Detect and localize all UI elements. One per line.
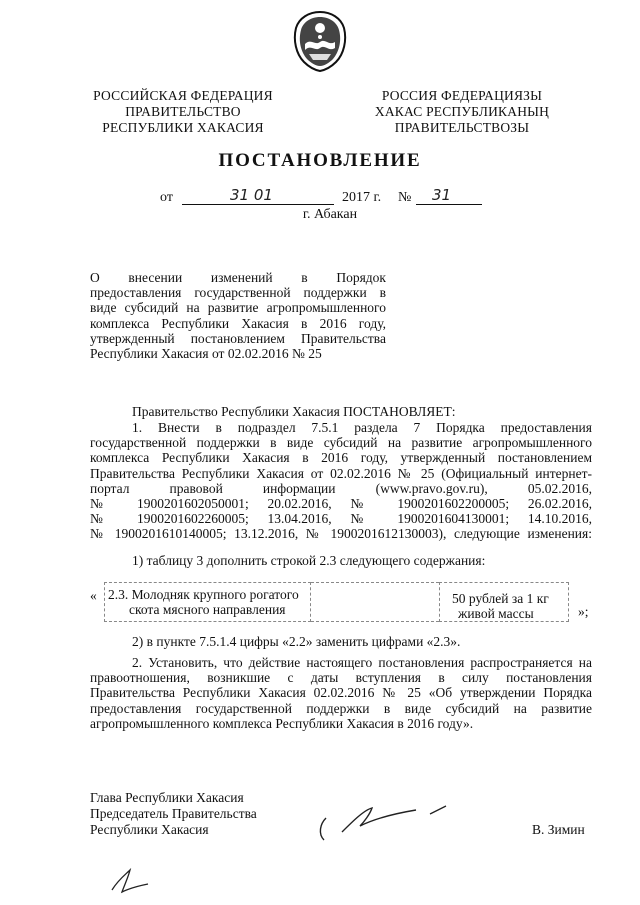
- header-left-line-1: РОССИЙСКАЯ ФЕДЕРАЦИЯ: [93, 88, 273, 103]
- paragraph-1: [90, 420, 592, 542]
- paragraph-2: [90, 655, 592, 731]
- table-cell-rate: [439, 582, 569, 622]
- subject-line: предоставления государственной поддержки в: [90, 285, 386, 301]
- paragraph-1-line: № 1900201602260005; 13.04.2016, № 1900201604130001; 14.10.2016,: [90, 511, 592, 527]
- table-cell-name: [104, 582, 311, 622]
- table-cell-name-line: скота мясного направления: [129, 602, 286, 617]
- subject-line: комплекса Республики Хакасия в 2016 году,: [90, 315, 386, 331]
- header-right-line-1: РОССИЯ ФЕДЕРАЦИЯЗЫ: [381, 88, 543, 103]
- signatory-name: В. Зимин: [532, 822, 585, 837]
- coat-of-arms-emblem: [291, 10, 349, 72]
- date-from-label: от: [160, 190, 173, 205]
- decree-line: Правительство Республики Хакасия ПОСТАНОВЛЯЕТ:: [132, 404, 456, 419]
- number-label: №: [398, 190, 412, 205]
- item-2-line: 2) в пункте 7.5.1.4 цифры «2.2» заменить цифрами «2.3».: [132, 634, 461, 649]
- paragraph-1-line: Правительства Республики Хакасия от 02.02.2016 № 25 (Официальный интернет-: [90, 465, 592, 481]
- subject-line: Республики Хакасия от 02.02.2016 № 25: [90, 346, 322, 362]
- header-left-line-2: ПРАВИТЕЛЬСТВО: [125, 104, 241, 119]
- paragraph-1-line: комплекса Республики Хакасия в 2016 году, утвержденный постановлением: [90, 450, 592, 466]
- handwritten-number: 31: [432, 186, 452, 204]
- table-cell-name-line: 2.3. Молодняк крупного рогатого: [108, 587, 299, 602]
- handwritten-date: 31 01: [230, 186, 273, 204]
- signature-position-line: Республики Хакасия: [90, 822, 209, 837]
- header-left-block: [78, 88, 288, 136]
- item-1-wrap: [90, 553, 592, 568]
- table-cell-rate-line: 50 рублей за 1 кг: [452, 591, 549, 606]
- subject-block: [90, 270, 386, 361]
- header-left-line-3: РЕСПУБЛИКИ ХАКАСИЯ: [102, 120, 264, 135]
- paragraph-1-line: портал правовой информации (www.pravo.gov.ru), 05.02.2016,: [90, 480, 592, 496]
- table-cell-rate-line: живой массы: [458, 606, 534, 621]
- decree-line-wrap: [90, 404, 592, 419]
- paragraph-2-line: агропромышленного комплекса Республики Хакасия в 2016 году».: [90, 715, 474, 731]
- item-2-wrap: [90, 634, 592, 649]
- paragraph-1-line: 1. Внести в подраздел 7.5.1 раздела 7 Порядка предоставления: [132, 420, 592, 435]
- paragraph-1-line: государственной поддержки в виде субсидий на развитие агропромышленного: [90, 435, 592, 451]
- header-right-line-2: ХАКАС РЕСПУБЛИКАНЫҢ: [374, 104, 550, 119]
- paragraph-1-line: № 1900201602050001; 20.02.2016, № 1900201602200005; 26.02.2016,: [90, 496, 592, 512]
- subject-line: виде субсидий на развитие агропромышленного: [90, 300, 386, 316]
- handwritten-signature: [312, 800, 462, 845]
- header-right-line-3: ПРАВИТЕЛЬСТВОЗЫ: [394, 120, 530, 135]
- paragraph-2-line: Правительства Республики Хакасия 02.02.2016 № 25 «Об утверждении Порядка: [90, 685, 592, 701]
- year-text: 2017 г.: [342, 190, 382, 205]
- subject-line: О внесении изменений в Порядок: [90, 270, 386, 285]
- subject-line: утвержденный постановлением Правительства: [90, 330, 386, 346]
- inserted-table-row: [90, 582, 594, 626]
- paragraph-2-line: предоставления государственной поддержки в виде субсидий на развитие: [90, 700, 592, 716]
- header-right-block: [352, 88, 572, 136]
- table-cell-empty: [311, 582, 439, 622]
- signature-position-line: Глава Республики Хакасия: [90, 790, 244, 805]
- paragraph-1-line: № 1900201610140005; 13.12.2016, № 1900201612130003), следующие изменения:: [90, 526, 592, 542]
- handwritten-initials: [108, 866, 152, 896]
- document-title: ПОСТАНОВЛЕНИЕ: [218, 150, 422, 171]
- signature-position: [90, 790, 257, 838]
- table-close-quote: »;: [578, 604, 589, 619]
- paragraph-2-line: правоотношения, возникшие с даты вступления в силу постановления: [90, 670, 592, 686]
- item-1-line: 1) таблицу 3 дополнить строкой 2.3 следующего содержания:: [132, 553, 486, 568]
- city-name: г. Абакан: [302, 207, 358, 222]
- table-open-quote: «: [90, 588, 97, 603]
- signature-position-line: Председатель Правительства: [90, 806, 257, 821]
- paragraph-2-line: 2. Установить, что действие настоящего постановления распространяется на: [132, 655, 592, 670]
